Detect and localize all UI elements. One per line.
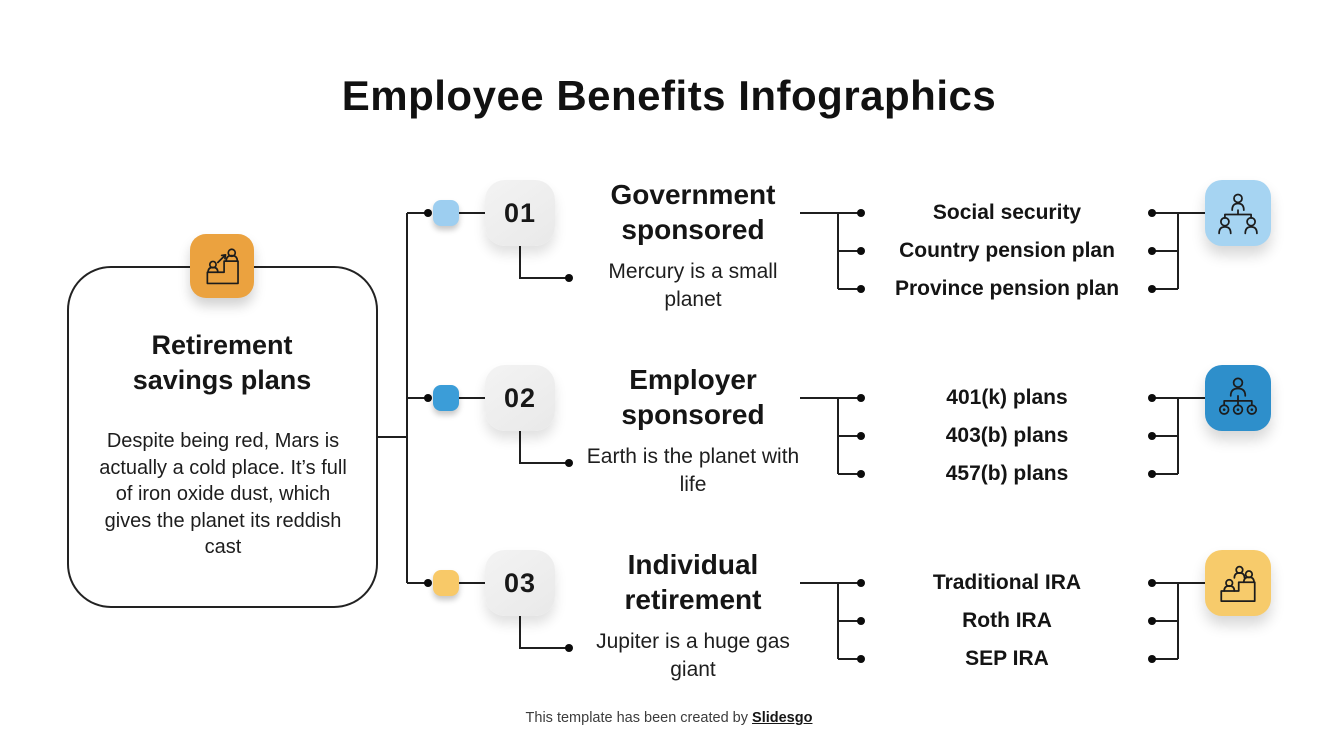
branch-2-item-1: 401(k) plans <box>946 386 1068 409</box>
footer-credit <box>0 710 1338 726</box>
branch-1-subtitle: Mercury is a small planet <box>608 260 778 311</box>
branch-3-number: 03 <box>503 567 537 598</box>
branch-3-number-badge <box>485 550 555 616</box>
footer-text: This template has been created by <box>525 710 753 726</box>
branch-3-heading: Individual retirement <box>624 549 762 616</box>
branch-1-heading: Government sponsored <box>610 179 776 246</box>
branch-2-number: 02 <box>503 382 537 413</box>
root-heading: Retirement savings plans <box>132 330 312 396</box>
branch-3-subtitle: Jupiter is a huge gas giant <box>596 630 790 681</box>
page-title: Employee Benefits Infographics <box>341 72 997 119</box>
branch-1-number: 01 <box>503 197 537 228</box>
branch-1-item-1: Social security <box>932 201 1082 224</box>
branch-3-accent-square <box>433 570 459 596</box>
root-description: Despite being red, Mars is actually a cold place. It’s full of iron oxide dust, which gives the planet its reddish cast <box>99 430 347 559</box>
classroom-team-icon <box>1205 550 1271 616</box>
branch-2-heading: Employer sponsored <box>621 364 765 431</box>
organization-hierarchy-icon <box>1205 365 1271 431</box>
team-structure-icon <box>1205 180 1271 246</box>
branch-1-item-3: Province pension plan <box>894 277 1120 300</box>
branch-2-number-badge <box>485 365 555 431</box>
branch-2-accent-square <box>433 385 459 411</box>
branch-3-item-2: Roth IRA <box>962 609 1052 632</box>
presenter-training-icon <box>190 234 254 298</box>
branch-2-subtitle: Earth is the planet with life <box>586 445 800 496</box>
branch-1-accent-square <box>433 200 459 226</box>
branch-3-item-3: SEP IRA <box>965 647 1049 670</box>
slidesgo-link[interactable]: Slidesgo <box>752 710 813 726</box>
branch-2-item-2: 403(b) plans <box>945 424 1069 447</box>
branch-2-item-3: 457(b) plans <box>945 462 1069 485</box>
branch-1-number-badge <box>485 180 555 246</box>
branch-1-item-2: Country pension plan <box>899 239 1115 262</box>
branch-3-item-1: Traditional IRA <box>932 571 1082 594</box>
